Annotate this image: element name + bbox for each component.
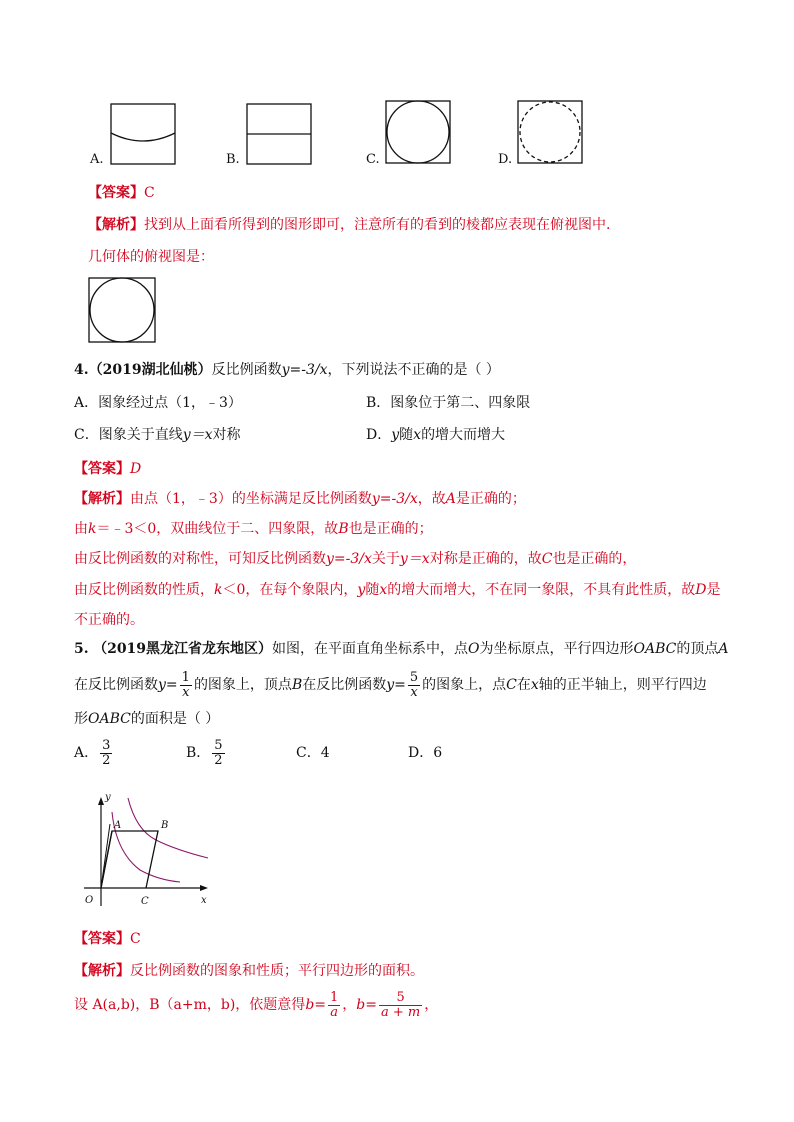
fig-label-x: x: [201, 895, 207, 906]
q5-stem-line3: 形OABC的面积是（ ）: [74, 711, 220, 727]
q4-answer: 【答案】D: [74, 461, 142, 477]
q4-analysis-line4: 由反比例函数的性质，k＜0，在每个象限内，y随x的增大而增大，不在同一象限，不具有此性质，故D是: [74, 582, 721, 598]
fig-label-o: O: [85, 895, 94, 906]
option-c-figure: [385, 100, 451, 164]
fig-label-y: y: [105, 792, 111, 803]
q5-coordinate-figure: [76, 790, 216, 910]
q5-answer: 【答案】C: [74, 931, 141, 947]
fig-label-a: A: [114, 820, 122, 831]
fraction-5-over-a-plus-m: $\frac{5}{a + m}$: [381, 989, 421, 1020]
fraction-5-over-x: $\frac{5}{x}$: [409, 669, 419, 700]
q4-stem: 4.（2019湖北仙桃）反比例函数y=-3/x，下列说法不正确的是（ ）: [74, 362, 500, 378]
q5-stem-line1: 5. （2019黑龙江省龙东地区）如图，在平面直角坐标系中，点O为坐标原点，平行四边形OABC的顶点A: [74, 641, 729, 657]
fraction-3-over-2: $\frac{3}{2}$: [102, 737, 111, 768]
q4-option-c: C．图象关于直线y＝x对称: [74, 427, 241, 443]
option-b-figure: [246, 103, 312, 165]
q4-option-a: A．图象经过点（1，﹣3）: [74, 395, 242, 411]
q5-option-c: C．4: [296, 745, 330, 761]
option-d-figure: [517, 100, 583, 164]
fraction-5-over-2: $\frac{5}{2}$: [214, 737, 223, 768]
q3-view-caption: 几何体的俯视图是：: [88, 249, 214, 265]
q5-analysis-equation: 设 A(a,b)，B（a+m，b)，依题意得b= $\frac{1}{a}$ ，b= $\frac{5}{a + m}$ ，: [74, 989, 439, 1020]
q4-analysis-line1: 【解析】由点（1，﹣3）的坐标满足反比例函数y=-3/x，故A是正确的；: [74, 491, 526, 507]
option-a-figure: [110, 103, 176, 165]
option-c-label: C.: [366, 152, 380, 167]
option-a-label: A.: [90, 152, 104, 167]
q4-option-b: B．图象位于第二、四象限: [366, 395, 531, 411]
q3-answer: 【答案】C: [88, 185, 155, 201]
option-b-label: B.: [226, 152, 240, 167]
q4-analysis-line3: 由反比例函数的对称性，可知反比例函数y=-3/x关于y＝x对称是正确的，故C也是正确的，: [74, 551, 637, 567]
q3-analysis: 【解析】找到从上面看所得到的图形即可，注意所有的看到的棱都应表现在俯视图中.: [88, 217, 611, 233]
q5-stem-line2: 在反比例函数y= $\frac{1}{x}$ 的图象上，顶点B在反比例函数y= $\frac{5}{x}$ 的图象上，点C在x轴的正半轴上，则平行四边: [74, 669, 707, 700]
q4-option-d: D．y随x的增大而增大: [366, 427, 506, 443]
q4-analysis-line5: 不正确的。: [74, 612, 144, 628]
option-d-label: D.: [498, 152, 513, 167]
fraction-1-over-x: $\frac{1}{x}$: [181, 669, 190, 700]
q4-analysis-line2: 由k＝﹣3＜0，双曲线位于二、四象限，故B也是正确的；: [74, 521, 433, 537]
q3-top-view-figure: [88, 277, 156, 343]
fig-label-c: C: [141, 896, 149, 907]
q5-analysis: 【解析】反比例函数的图象和性质；平行四边形的面积。: [74, 963, 424, 979]
q5-option-d: D．6: [408, 745, 443, 761]
q5-option-a: A． $\frac{3}{2}$: [74, 737, 111, 768]
fraction-1-over-a: $\frac{1}{a}$: [330, 989, 339, 1020]
fig-label-b: B: [161, 820, 169, 831]
q5-option-b: B． $\frac{5}{2}$: [186, 737, 223, 768]
